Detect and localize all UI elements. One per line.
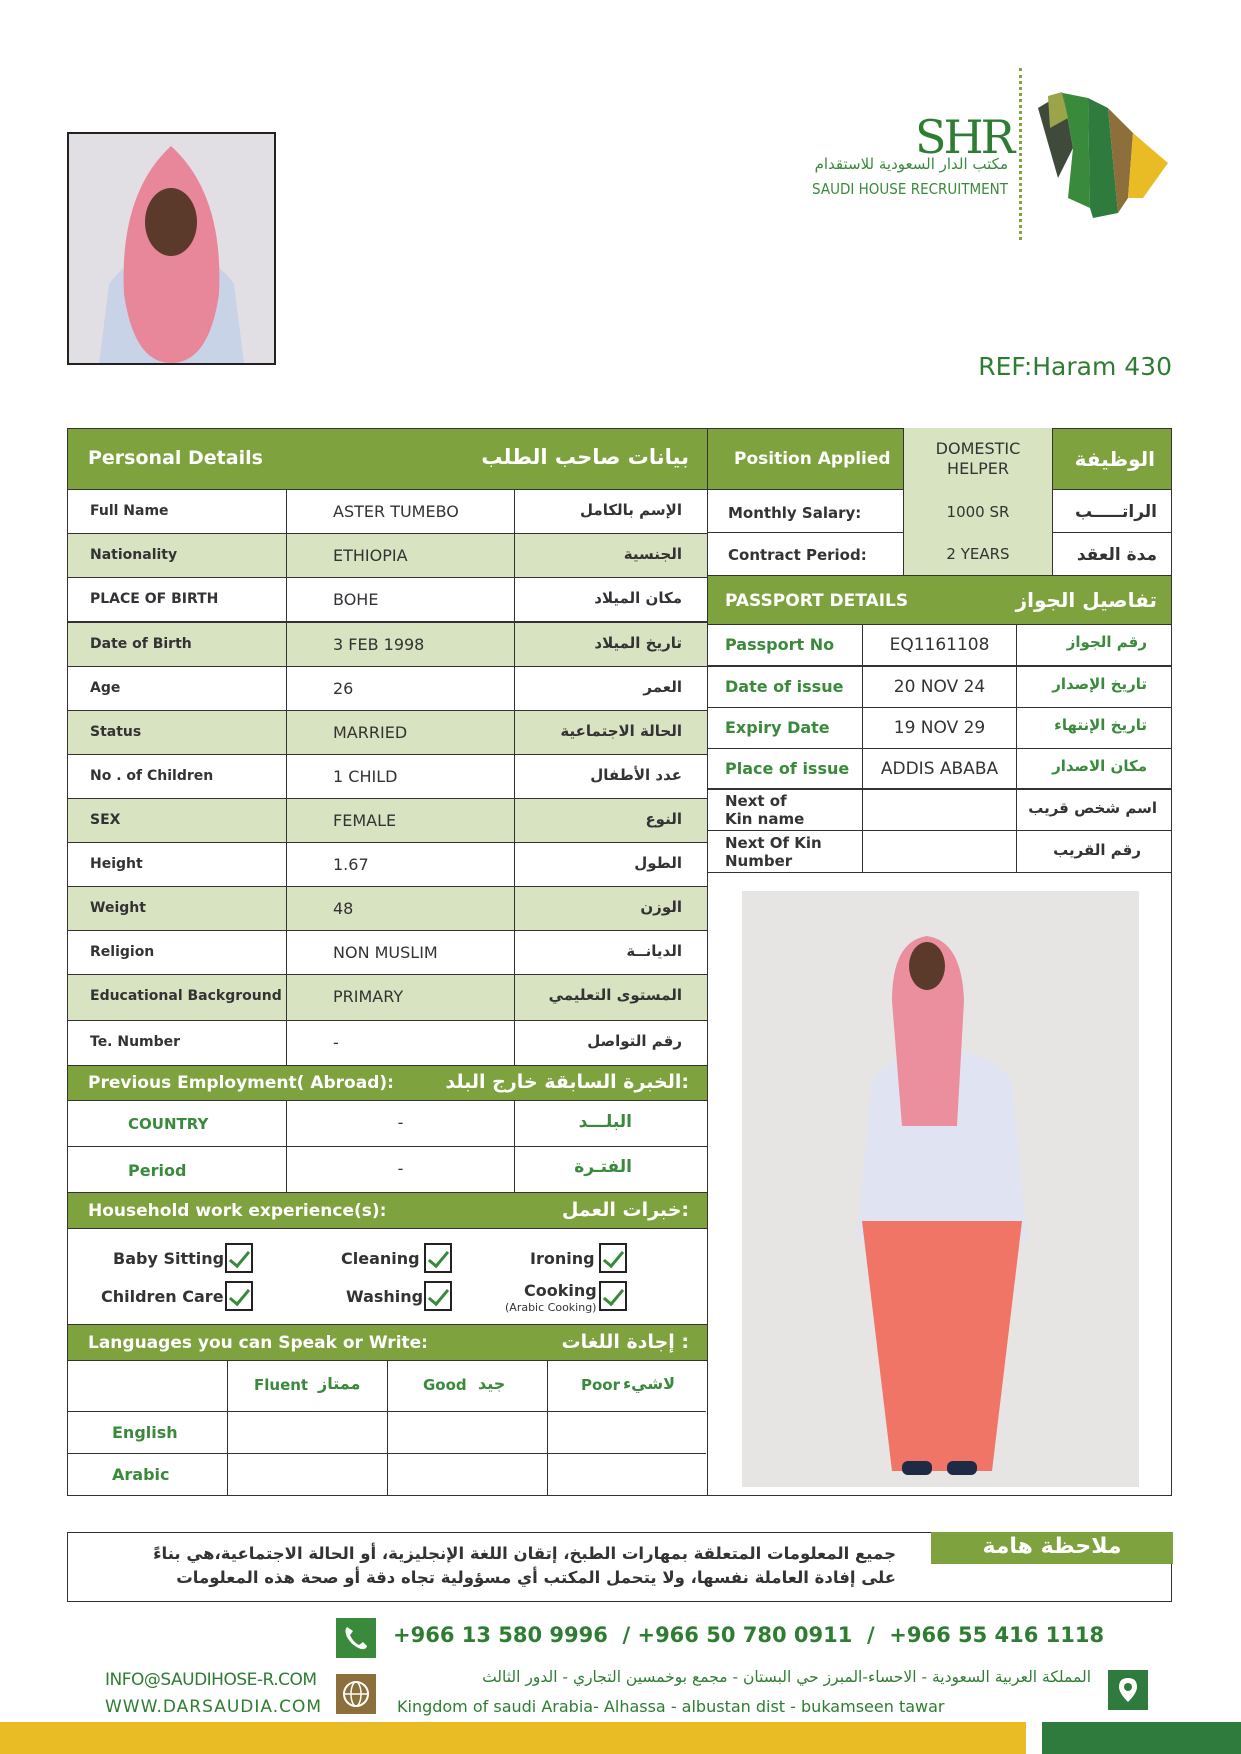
passport-row bbox=[707, 624, 1172, 666]
personal-row-value-cell bbox=[286, 798, 515, 843]
household-skills-box bbox=[67, 1228, 708, 1325]
previous-employment-title-en: Previous Employment( Abroad): bbox=[88, 1073, 394, 1093]
kin-name-label-1: Next of bbox=[725, 792, 787, 810]
salary-row bbox=[707, 489, 1172, 533]
kin-name-row bbox=[707, 788, 1172, 831]
personal-row-label: Te. Number bbox=[90, 1034, 181, 1050]
lang-good-en: Good bbox=[423, 1376, 467, 1394]
personal-row-value: 1 CHILD bbox=[333, 767, 398, 786]
passport-row-value: 20 NOV 24 bbox=[893, 677, 986, 697]
prev-country-label: COUNTRY bbox=[128, 1115, 209, 1133]
prev-period-value: - bbox=[397, 1159, 404, 1178]
lang-poor-ar: لاشيء bbox=[623, 1374, 676, 1393]
position-applied-label: Position Applied bbox=[734, 449, 891, 469]
personal-row-value: 48 bbox=[333, 899, 354, 918]
passport-row-label: Date of issue bbox=[725, 677, 844, 696]
important-note-line2: على إفادة العاملة نفسها، ولا يتحمل المكتب أي مسؤولية تجاه دقة أو صحة هذه المعلومات bbox=[176, 1568, 896, 1587]
lang-col-divider-2 bbox=[387, 1361, 388, 1495]
contract-label-ar: مدة العقد bbox=[1076, 545, 1157, 565]
personal-row-label-ar: مكان الميلاد bbox=[594, 589, 682, 607]
important-note-box bbox=[67, 1532, 1172, 1602]
personal-row-label: PLACE OF BIRTH bbox=[90, 591, 219, 607]
personal-row-label-ar: الحالة الاجتماعية bbox=[560, 722, 682, 740]
personal-row-label: SEX bbox=[90, 812, 121, 828]
personal-row-label-ar: المستوى التعليمي bbox=[548, 986, 682, 1004]
personal-row bbox=[67, 710, 708, 755]
personal-row-label: Nationality bbox=[90, 547, 178, 563]
important-note-title: ملاحظة هامة bbox=[982, 1534, 1122, 1559]
skill-children-care-label: Children Care bbox=[101, 1287, 224, 1306]
languages-header bbox=[67, 1324, 708, 1361]
personal-row-value-cell bbox=[286, 886, 515, 931]
location-pin-icon bbox=[1108, 1670, 1148, 1710]
skill-cooking-note: (Arabic Cooking) bbox=[505, 1301, 597, 1314]
kin-number-value bbox=[862, 830, 1017, 873]
full-body-photo-frame bbox=[707, 872, 1172, 1496]
footer-green-bar bbox=[1042, 1722, 1241, 1754]
personal-row-value: 3 FEB 1998 bbox=[333, 635, 425, 654]
household-header bbox=[67, 1192, 708, 1229]
personal-row bbox=[67, 886, 708, 931]
globe-icon bbox=[336, 1674, 376, 1714]
personal-row-label-ar: الإسم بالكامل bbox=[580, 501, 682, 519]
personal-row-value-cell bbox=[286, 1020, 515, 1066]
personal-row-value: 1.67 bbox=[333, 855, 369, 874]
passport-row bbox=[707, 666, 1172, 708]
contract-value: 2 YEARS bbox=[946, 545, 1010, 563]
skill-baby-sitting-label: Baby Sitting bbox=[113, 1249, 225, 1268]
salary-label: Monthly Salary: bbox=[728, 504, 862, 522]
passport-row-label: Place of issue bbox=[725, 759, 850, 778]
passport-row-label-ar: تاريخ الإنتهاء bbox=[1054, 716, 1147, 734]
skill-cleaning-checkbox[interactable] bbox=[424, 1243, 452, 1273]
phone-numbers: +966 13 580 9996 / +966 50 780 0911 / +966 55 416 1118 bbox=[393, 1623, 1105, 1647]
previous-employment-header bbox=[67, 1065, 708, 1101]
kin-name-label-ar: اسم شخص قريب bbox=[1028, 799, 1157, 817]
phone-icon bbox=[336, 1618, 376, 1658]
passport-row-value: ADDIS ABABA bbox=[880, 759, 999, 779]
applicant-portrait-photo bbox=[67, 132, 276, 365]
personal-row-value: - bbox=[333, 1033, 339, 1052]
personal-row-label: Height bbox=[90, 856, 143, 872]
household-title-en: Household work experience(s): bbox=[88, 1201, 387, 1221]
prev-country-label-ar: البلـــد bbox=[578, 1112, 632, 1132]
kin-number-label-1: Next Of Kin bbox=[725, 834, 822, 852]
address-arabic: المملكة العربية السعودية - الاحساء-المبرز حي البستان - مجمع بوخمسين التجاري - الدور الثالث bbox=[482, 1668, 1091, 1686]
skill-cooking-checkbox[interactable] bbox=[599, 1281, 627, 1311]
personal-row-value: BOHE bbox=[333, 590, 379, 609]
passport-row-label-ar: تاريخ الإصدار bbox=[1052, 675, 1147, 693]
lang-english-label: English bbox=[112, 1423, 178, 1442]
household-title-ar: خبرات العمل: bbox=[561, 1199, 689, 1221]
personal-row-label-ar: رقم التواصل bbox=[587, 1032, 682, 1050]
salary-value: 1000 SR bbox=[946, 503, 1010, 521]
personal-row-value: PRIMARY bbox=[333, 987, 404, 1006]
lang-fluent-en: Fluent bbox=[254, 1376, 309, 1394]
position-applied-value: DOMESTIC HELPER bbox=[935, 439, 1021, 478]
skill-washing-checkbox[interactable] bbox=[424, 1281, 452, 1311]
contact-email: INFO@SAUDIHOSE-R.COM bbox=[105, 1670, 317, 1690]
lang-row-divider-1 bbox=[68, 1411, 706, 1412]
passport-row-value: EQ1161108 bbox=[889, 635, 990, 655]
saudi-map-logo-icon bbox=[1028, 88, 1178, 223]
personal-row-label: Weight bbox=[90, 900, 146, 916]
passport-title-en: PASSPORT DETAILS bbox=[725, 591, 909, 611]
prev-country-value: - bbox=[397, 1113, 404, 1132]
kin-name-label-2: Kin name bbox=[725, 810, 805, 828]
personal-row-label-ar: العمر bbox=[643, 678, 682, 696]
passport-row-label-ar: رقم الجواز bbox=[1066, 633, 1147, 651]
personal-row-label: Educational Background bbox=[90, 988, 282, 1004]
lang-col-divider-1 bbox=[227, 1361, 228, 1495]
prev-country-row bbox=[67, 1100, 708, 1147]
skill-ironing-label: Ironing bbox=[530, 1249, 595, 1268]
languages-table bbox=[67, 1360, 708, 1496]
kin-number-label-ar: رقم القريب bbox=[1053, 841, 1141, 859]
skill-children-care-checkbox[interactable] bbox=[225, 1281, 253, 1311]
personal-row bbox=[67, 666, 708, 711]
logo-arabic-name: مكتب الدار السعودية للاستقدام bbox=[814, 155, 1008, 173]
languages-title-ar: إجادة اللغات : bbox=[561, 1331, 689, 1353]
passport-details-header bbox=[707, 575, 1172, 625]
contact-website: WWW.DARSAUDIA.COM bbox=[105, 1697, 323, 1717]
personal-row-label: No . of Children bbox=[90, 768, 214, 784]
lang-arabic-label: Arabic bbox=[112, 1465, 170, 1484]
kin-name-value bbox=[862, 788, 1017, 831]
personal-row-value: MARRIED bbox=[333, 723, 408, 742]
passport-row-label: Expiry Date bbox=[725, 718, 830, 737]
passport-title-ar: تفاصيل الجواز bbox=[1015, 588, 1157, 612]
personal-row-value-cell bbox=[286, 754, 515, 799]
languages-title-en: Languages you can Speak or Write: bbox=[88, 1333, 428, 1353]
personal-row-value: 26 bbox=[333, 679, 354, 698]
personal-row-value: FEMALE bbox=[333, 811, 397, 830]
contract-row bbox=[707, 532, 1172, 576]
personal-row-value: NON MUSLIM bbox=[333, 943, 438, 962]
personal-row-label-ar: عدد الأطفال bbox=[590, 766, 682, 784]
personal-row bbox=[67, 1020, 708, 1066]
footer-yellow-bar bbox=[0, 1722, 1026, 1754]
address-english: Kingdom of saudi Arabia- Alhassa - albustan dist - bukamseen tawar bbox=[397, 1697, 945, 1716]
personal-row bbox=[67, 754, 708, 799]
personal-row-value: ASTER TUMEBO bbox=[333, 502, 459, 521]
full-body-photo bbox=[742, 891, 1139, 1487]
personal-row-value-cell bbox=[286, 666, 515, 711]
passport-row-value: 19 NOV 29 bbox=[893, 718, 986, 738]
skill-cooking-label: Cooking bbox=[524, 1281, 597, 1300]
personal-row bbox=[67, 798, 708, 843]
personal-row-label: Date of Birth bbox=[90, 636, 192, 652]
personal-row bbox=[67, 533, 708, 578]
personal-row bbox=[67, 930, 708, 975]
personal-row bbox=[67, 622, 708, 667]
logo-abbrev: SHR bbox=[915, 110, 1013, 164]
passport-row bbox=[707, 748, 1172, 790]
personal-row-value: ETHIOPIA bbox=[333, 546, 408, 565]
personal-row-label-ar: الديانــة bbox=[626, 942, 682, 960]
position-applied-row bbox=[707, 428, 1172, 490]
salary-label-ar: الراتـــــب bbox=[1074, 502, 1157, 522]
logo-divider bbox=[1019, 68, 1022, 240]
personal-row-label-ar: تاريخ الميلاد bbox=[594, 634, 682, 652]
lang-good-ar: جيد bbox=[478, 1374, 506, 1393]
logo-english-name: SAUDI HOUSE RECRUITMENT bbox=[812, 180, 1008, 198]
personal-row bbox=[67, 974, 708, 1021]
personal-row-label-ar: الجنسية bbox=[623, 545, 682, 563]
kin-number-row bbox=[707, 830, 1172, 873]
passport-row-label-ar: مكان الاصدار bbox=[1052, 757, 1147, 775]
lang-row-divider-2 bbox=[68, 1453, 706, 1454]
skill-cleaning-label: Cleaning bbox=[341, 1249, 420, 1268]
kin-number-label-2: Number bbox=[725, 852, 793, 870]
skill-washing-label: Washing bbox=[346, 1287, 424, 1306]
personal-row-label-ar: الطول bbox=[634, 854, 682, 872]
lang-poor-en: Poor bbox=[581, 1376, 621, 1394]
personal-row bbox=[67, 577, 708, 622]
personal-details-header bbox=[67, 428, 708, 490]
personal-row-value-cell bbox=[286, 577, 515, 622]
passport-row-label: Passport No bbox=[725, 635, 835, 654]
reference-number: REF:Haram 430 bbox=[978, 352, 1172, 381]
skill-baby-sitting-checkbox[interactable] bbox=[225, 1243, 253, 1273]
lang-col-divider-3 bbox=[547, 1361, 548, 1495]
personal-row-label: Full Name bbox=[90, 503, 169, 519]
personal-row bbox=[67, 489, 708, 534]
personal-row-value-cell bbox=[286, 842, 515, 887]
important-note-line1: جميع المعلومات المتعلقة بمهارات الطبخ، إتقان اللغة الإنجليزية، أو الحالة الاجتماعية،هي بناءً bbox=[153, 1544, 896, 1563]
previous-employment-title-ar: الخبرة السابقة خارج البلد: bbox=[445, 1071, 689, 1093]
contract-label: Contract Period: bbox=[728, 546, 867, 564]
prev-period-row bbox=[67, 1146, 708, 1193]
personal-row-label-ar: النوع bbox=[645, 810, 682, 828]
personal-row-label: Age bbox=[90, 680, 121, 696]
personal-row-label: Religion bbox=[90, 944, 155, 960]
personal-details-title-en: Personal Details bbox=[88, 447, 263, 469]
passport-row bbox=[707, 707, 1172, 749]
personal-row bbox=[67, 842, 708, 887]
position-applied-label-ar: الوظيفة bbox=[1074, 447, 1155, 471]
personal-details-title-ar: بيانات صاحب الطلب bbox=[481, 445, 689, 469]
prev-period-label-ar: الفتـرة bbox=[574, 1157, 632, 1177]
personal-row-label-ar: الوزن bbox=[640, 898, 682, 916]
skill-ironing-checkbox[interactable] bbox=[599, 1243, 627, 1273]
personal-row-label: Status bbox=[90, 724, 142, 740]
prev-period-label: Period bbox=[128, 1161, 187, 1180]
lang-fluent-ar: ممتاز bbox=[318, 1374, 361, 1393]
